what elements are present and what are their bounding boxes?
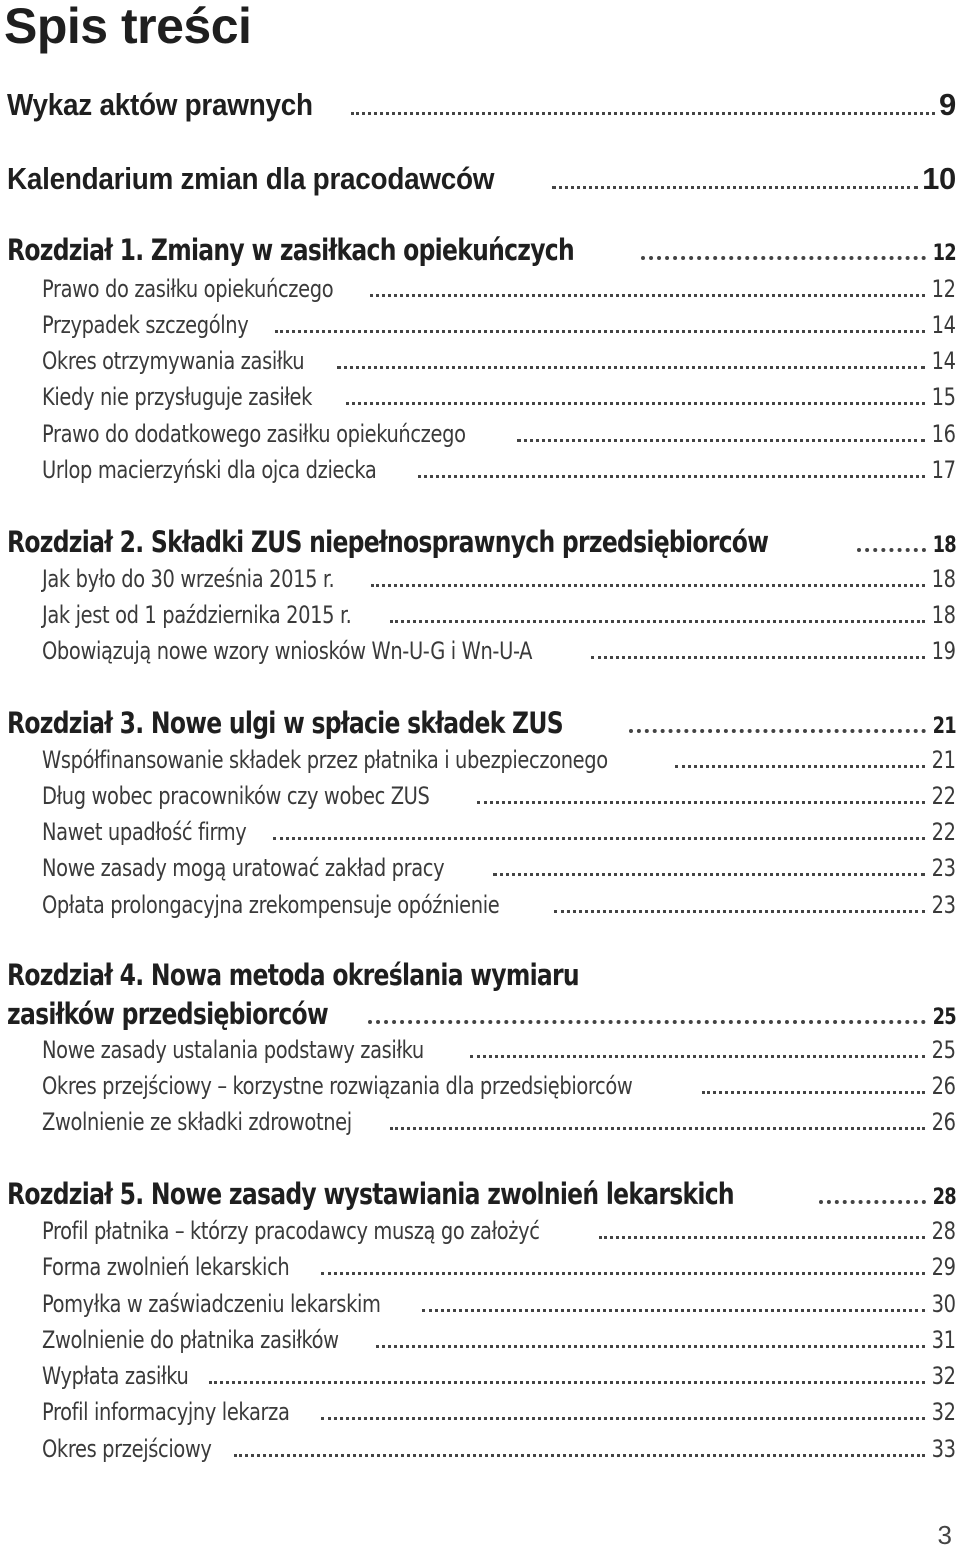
dot-leader xyxy=(346,402,925,405)
toc-chapter-4-line1[interactable] xyxy=(7,956,956,994)
dot-leader xyxy=(629,729,926,733)
toc-chapter-label: Rozdział 2. Składki ZUS niepełnosprawnych przedsiębiorców xyxy=(7,525,769,559)
toc-chapter-4-line2[interactable] xyxy=(7,995,956,1037)
dot-leader xyxy=(477,801,926,804)
toc-subentry-label: Profil informacyjny lekarza xyxy=(42,1398,290,1426)
toc-subentry[interactable] xyxy=(42,816,956,848)
toc-subentry[interactable] xyxy=(42,381,956,413)
dot-leader xyxy=(641,256,926,260)
toc-subentry-label: Obowiązują nowe wzory wniosków Wn-U-G i Wn-U-A xyxy=(42,637,533,665)
dot-leader xyxy=(370,294,926,297)
toc-subentry-label: Okres przejściowy xyxy=(42,1435,212,1463)
toc-chapter-label: zasiłków przedsiębiorców xyxy=(7,997,328,1031)
dot-leader xyxy=(422,1309,925,1312)
dot-leader xyxy=(275,330,925,333)
dot-leader xyxy=(552,186,918,189)
toc-subentry-page: 23 xyxy=(931,891,956,919)
dot-leader xyxy=(351,112,935,115)
toc-subentry-label: Zwolnienie do płatnika zasiłków xyxy=(42,1326,339,1354)
toc-chapter-label: Rozdział 4. Nowa metoda określania wymiaru xyxy=(7,958,579,992)
toc-chapter-page: 21 xyxy=(932,714,956,739)
toc-subentry[interactable] xyxy=(42,852,956,884)
toc-subentry-label: Nowe zasady mogą uratować zakład pracy xyxy=(42,854,445,882)
toc-subentry-page: 14 xyxy=(931,311,956,339)
toc-subentry-label: Prawo do zasiłku opiekuńczego xyxy=(42,275,334,303)
toc-chapter-5[interactable] xyxy=(7,1175,956,1217)
page-title: Spis treści xyxy=(4,0,252,54)
dot-leader xyxy=(591,656,926,659)
dot-leader xyxy=(273,837,925,840)
toc-subentry-page: 25 xyxy=(931,1036,956,1064)
toc-subentry-label: Nowe zasady ustalania podstawy zasiłku xyxy=(42,1036,424,1064)
dot-leader xyxy=(368,1020,926,1024)
toc-subentry-page: 31 xyxy=(931,1326,956,1354)
toc-subentry[interactable] xyxy=(42,1034,956,1066)
page-number: 3 xyxy=(937,1520,952,1550)
toc-subentry[interactable] xyxy=(42,1215,956,1247)
toc-subentry-page: 15 xyxy=(931,383,956,411)
toc-subentry-page: 33 xyxy=(931,1435,956,1463)
toc-chapter-label: Rozdział 1. Zmiany w zasiłkach opiekuńczych xyxy=(7,233,575,267)
toc-subentry-label: Kiedy nie przysługuje zasiłek xyxy=(42,383,313,411)
toc-subentry[interactable] xyxy=(42,599,956,631)
toc-subentry[interactable] xyxy=(42,454,956,486)
toc-subentry-page: 22 xyxy=(931,782,956,810)
toc-entry-wykaz[interactable] xyxy=(7,86,956,124)
dot-leader xyxy=(857,548,926,552)
toc-subentry-page: 26 xyxy=(931,1108,956,1136)
toc-subentry-page: 19 xyxy=(931,637,956,665)
toc-subentry-label: Przypadek szczególny xyxy=(42,311,249,339)
toc-subentry-label: Jak było do 30 września 2015 r. xyxy=(42,565,335,593)
dot-leader xyxy=(599,1236,925,1239)
toc-chapter-1[interactable] xyxy=(7,231,956,273)
toc-subentry[interactable] xyxy=(42,418,956,450)
toc-subentry-label: Wypłata zasiłku xyxy=(42,1362,189,1390)
toc-subentry-page: 26 xyxy=(931,1072,956,1100)
toc-subentry[interactable] xyxy=(42,563,956,595)
toc-subentry-page: 18 xyxy=(931,565,956,593)
toc-chapter-label: Rozdział 5. Nowe zasady wystawiania zwolnień lekarskich xyxy=(7,1177,734,1211)
dot-leader xyxy=(819,1200,926,1204)
dot-leader xyxy=(371,584,926,587)
dot-leader xyxy=(321,1272,925,1275)
toc-subentry-label: Współfinansowanie składek przez płatnika i ubezpieczonego xyxy=(42,746,608,774)
toc-subentry[interactable] xyxy=(42,744,956,776)
toc-entry-kalendarium[interactable] xyxy=(7,160,956,198)
toc-subentry-page: 21 xyxy=(931,746,956,774)
toc-subentry[interactable] xyxy=(42,1288,956,1320)
toc-subentry-label: Forma zwolnień lekarskich xyxy=(42,1253,290,1281)
toc-chapter-page: 18 xyxy=(932,533,956,558)
toc-subentry[interactable] xyxy=(42,1433,956,1465)
dot-leader xyxy=(209,1381,926,1384)
toc-subentry-page: 22 xyxy=(931,818,956,846)
toc-subentry[interactable] xyxy=(42,1396,956,1428)
toc-subentry[interactable] xyxy=(42,889,956,921)
toc-chapter-3[interactable] xyxy=(7,704,956,746)
toc-chapter-page: 12 xyxy=(932,241,956,266)
toc-subentry-page: 23 xyxy=(931,854,956,882)
toc-subentry-label: Urlop macierzyński dla ojca dziecka xyxy=(42,456,377,484)
toc-subentry-label: Opłata prolongacyjna zrekompensuje opóźnienie xyxy=(42,891,500,919)
dot-leader xyxy=(390,620,926,623)
toc-subentry-label: Okres otrzymywania zasiłku xyxy=(42,347,305,375)
toc-subentry[interactable] xyxy=(42,1324,956,1356)
toc-subentry-label: Zwolnienie ze składki zdrowotnej xyxy=(42,1108,352,1136)
toc-subentry-page: 16 xyxy=(931,420,956,448)
toc-subentry-page: 32 xyxy=(931,1398,956,1426)
toc-subentry-label: Pomyłka w zaświadczeniu lekarskim xyxy=(42,1290,381,1318)
toc-subentry[interactable] xyxy=(42,273,956,305)
toc-subentry-page: 18 xyxy=(931,601,956,629)
dot-leader xyxy=(418,475,926,478)
toc-subentry[interactable] xyxy=(42,345,956,377)
dot-leader xyxy=(470,1055,925,1058)
toc-subentry[interactable] xyxy=(42,1360,956,1392)
toc-subentry-page: 12 xyxy=(931,275,956,303)
toc-subentry[interactable] xyxy=(42,1251,956,1283)
dot-leader xyxy=(702,1091,925,1094)
toc-subentry[interactable] xyxy=(42,1070,956,1102)
toc-subentry-label: Nawet upadłość firmy xyxy=(42,818,247,846)
dot-leader xyxy=(234,1454,925,1457)
toc-subentry-label: Okres przejściowy – korzystne rozwiązania dla przedsiębiorców xyxy=(42,1072,633,1100)
toc-subentry-page: 30 xyxy=(931,1290,956,1318)
dot-leader xyxy=(390,1127,925,1130)
dot-leader xyxy=(554,910,925,913)
dot-leader xyxy=(493,873,925,876)
toc-entry-label: Wykaz aktów prawnych xyxy=(7,87,313,122)
toc-chapter-page: 28 xyxy=(932,1185,956,1210)
dot-leader xyxy=(337,366,925,369)
toc-entry-page: 10 xyxy=(922,161,956,196)
toc-subentry-label: Prawo do dodatkowego zasiłku opiekuńczego xyxy=(42,420,466,448)
dot-leader xyxy=(321,1417,925,1420)
toc-subentry[interactable] xyxy=(42,1106,956,1138)
dot-leader xyxy=(376,1345,926,1348)
toc-chapter-2[interactable] xyxy=(7,523,956,565)
toc-subentry-label: Profil płatnika – którzy pracodawcy muszą go założyć xyxy=(42,1217,540,1245)
toc-chapter-page: 25 xyxy=(932,1005,956,1030)
dot-leader xyxy=(517,439,926,442)
toc-chapter-label: Rozdział 3. Nowe ulgi w spłacie składek ZUS xyxy=(7,706,563,740)
toc-subentry-page: 29 xyxy=(931,1253,956,1281)
toc-subentry[interactable] xyxy=(42,780,956,812)
toc-entry-label: Kalendarium zmian dla pracodawców xyxy=(7,161,495,196)
toc-subentry[interactable] xyxy=(42,635,956,667)
toc-subentry-page: 14 xyxy=(931,347,956,375)
toc-subentry-page: 28 xyxy=(931,1217,956,1245)
toc-subentry-label: Jak jest od 1 października 2015 r. xyxy=(42,601,352,629)
toc-subentry[interactable] xyxy=(42,309,956,341)
toc-subentry-page: 32 xyxy=(931,1362,956,1390)
dot-leader xyxy=(675,765,926,768)
toc-subentry-label: Dług wobec pracowników czy wobec ZUS xyxy=(42,782,430,810)
toc-subentry-page: 17 xyxy=(931,456,956,484)
toc-entry-page: 9 xyxy=(939,87,956,122)
